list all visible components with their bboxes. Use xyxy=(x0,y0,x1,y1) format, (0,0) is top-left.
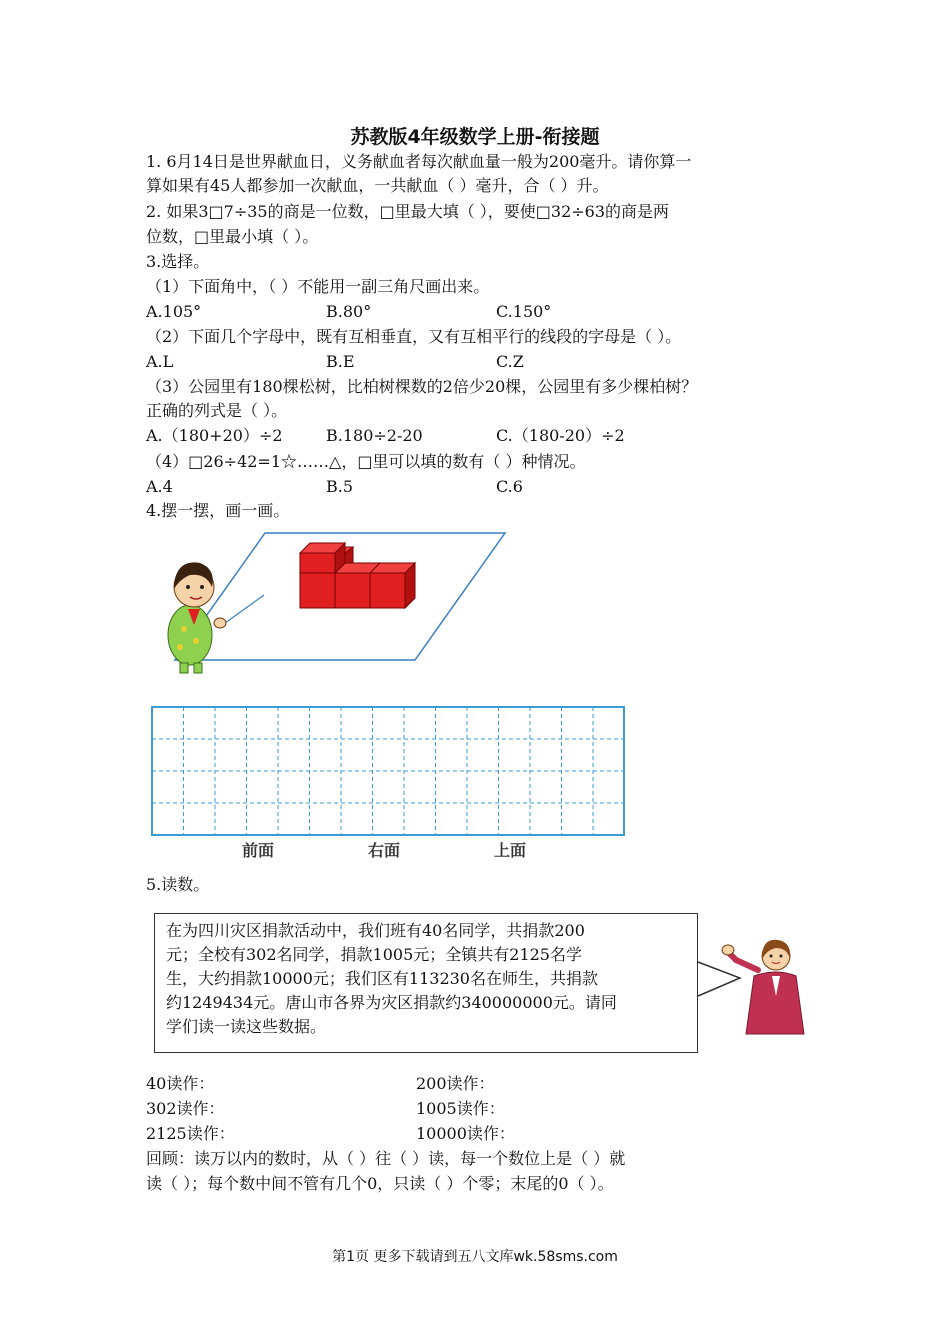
bubble-line: 约1249434元。唐山市各界为灾区捐款约340000000元。请同 xyxy=(166,993,617,1012)
q5-heading: 5.读数。 xyxy=(146,875,210,894)
q3-sub2-option-a: A.L xyxy=(146,352,174,371)
q3-sub2-option-b: B.E xyxy=(326,352,355,371)
read-200-label: 200读作： xyxy=(416,1074,495,1093)
view-label-top: 上面 xyxy=(494,841,527,860)
bubble-line: 生，大约捐款10000元；我们区有113230名在师生，共捐款 xyxy=(166,969,598,988)
q3-sub2-stem: （2）下面几个字母中，既有互相垂直，又有互相平行的线段的字母是（ ）。 xyxy=(146,327,682,346)
read-10000-label: 10000读作： xyxy=(416,1124,515,1143)
q3-sub4-option-b: B.5 xyxy=(326,477,354,496)
q3-sub3-option-a: A.（180+20）÷2 xyxy=(146,426,283,445)
q3-sub3-stem2: 正确的列式是（ ）。 xyxy=(146,401,288,420)
review-line1: 回顾：读万以内的数时，从（ ）往（ ）读，每一个数位上是（ ）就 xyxy=(146,1149,626,1168)
q4-heading: 4.摆一摆，画一画。 xyxy=(146,501,290,520)
q1-line1: 1. 6月14日是世界献血日，义务献血者每次献血量一般为200毫升。请你算一 xyxy=(146,152,692,171)
bubble-line: 在为四川灾区捐款活动中，我们班有40名同学，共捐款200 xyxy=(166,921,585,940)
q2-line1: 2. 如果3□7÷35的商是一位数，□里最大填（ ），要使□32÷63的商是两 xyxy=(146,202,670,221)
q3-sub1-option-a: A.105° xyxy=(146,302,202,321)
view-label-front: 前面 xyxy=(242,841,275,860)
q3-sub1-option-b: B.80° xyxy=(326,302,372,321)
bubble-line: 元；全校有302名同学，捐款1005元；全镇共有2125名学 xyxy=(166,945,582,964)
q3-sub3-stem1: （3）公园里有180棵松树，比柏树棵数的2倍少20棵，公园里有多少棵柏树？ xyxy=(146,377,698,396)
q3-sub3-option-c: C.（180-20）÷2 xyxy=(496,426,625,445)
page-title: 苏教版4年级数学上册-衔接题 xyxy=(350,126,600,148)
view-label-right: 右面 xyxy=(368,841,401,860)
speech-bubble-text xyxy=(166,919,688,1039)
q1-line2: 算如果有45人都参加一次献血，一共献血（ ）毫升，合（ ）升。 xyxy=(146,176,609,195)
q3-sub4-option-a: A.4 xyxy=(146,477,173,496)
q3-sub4-stem: （4）□26÷42=1☆……△，□里可以填的数有（ ）种情况。 xyxy=(146,452,586,471)
q3-sub1-option-c: C.150° xyxy=(496,302,552,321)
cube-arrangement-illustration xyxy=(140,525,520,675)
drawing-grid[interactable] xyxy=(150,705,626,837)
q3-sub4-option-c: C.6 xyxy=(496,477,523,496)
q2-line2: 位数，□里最小填（ ）。 xyxy=(146,227,319,246)
read-2125-label: 2125读作： xyxy=(146,1124,235,1143)
read-302-label: 302读作： xyxy=(146,1099,225,1118)
q3-sub2-option-c: C.Z xyxy=(496,352,524,371)
q3-heading: 3.选择。 xyxy=(146,252,210,271)
q3-sub3-option-b: B.180÷2-20 xyxy=(326,426,423,445)
review-line2: 读（ ）；每个数中间不管有几个0，只读（ ）个零；末尾的0（ ）。 xyxy=(146,1174,614,1193)
q3-sub1-stem: （1）下面角中，（ ）不能用一副三角尺画出来。 xyxy=(146,277,490,296)
bubble-line: 学们读一读这些数据。 xyxy=(166,1017,327,1036)
read-40-label: 40读作： xyxy=(146,1074,215,1093)
read-1005-label: 1005读作： xyxy=(416,1099,505,1118)
teacher-illustration xyxy=(696,930,811,1040)
page-footer: 第1页 更多下载请到五八文库wk.58sms.com xyxy=(332,1249,618,1265)
